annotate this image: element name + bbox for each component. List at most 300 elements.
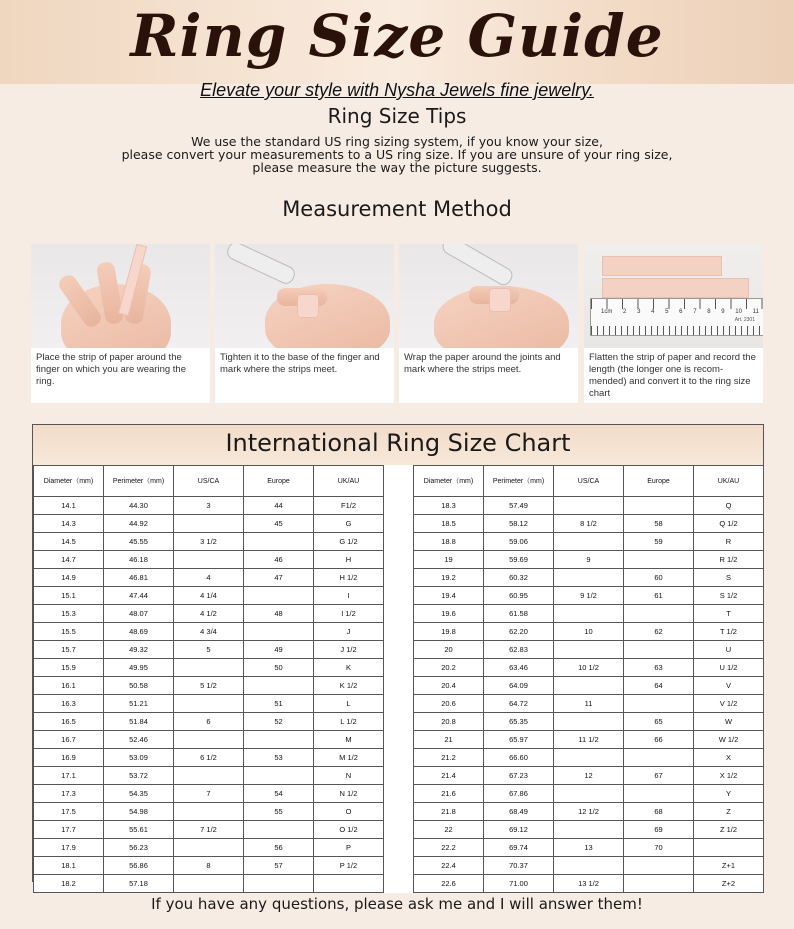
table-row [34,875,764,893]
table-cell: 17.5 [34,803,104,821]
table-cell: 15.3 [34,605,104,623]
column-gap [384,785,414,803]
column-header: Europe [244,466,314,497]
table-cell: 51.21 [104,695,174,713]
table-cell [624,857,694,875]
table-cell: 51 [244,695,314,713]
table-cell: G 1/2 [314,533,384,551]
column-gap [384,677,414,695]
ruler-label: 7 [693,309,697,315]
table-cell: 22 [414,821,484,839]
table-cell: 45.55 [104,533,174,551]
table-cell: 63 [624,659,694,677]
table-cell: 22.6 [414,875,484,893]
table-cell: 9 [554,551,624,569]
column-gap [384,731,414,749]
table-cell: 4 3/4 [174,623,244,641]
table-cell: 56.23 [104,839,174,857]
table-cell [174,803,244,821]
table-row [34,839,764,857]
ruler-label: 1cm [601,309,613,315]
table-row [34,533,764,551]
table-cell [244,767,314,785]
table-cell: 19.2 [414,569,484,587]
table-cell [244,587,314,605]
table-cell: 21.2 [414,749,484,767]
method-step-3 [399,244,578,403]
table-cell: 63.46 [484,659,554,677]
table-cell: 65 [624,713,694,731]
table-cell: 65.35 [484,713,554,731]
table-cell [624,749,694,767]
table-cell: 53.09 [104,749,174,767]
table-cell: 16.9 [34,749,104,767]
table-cell: 57 [244,857,314,875]
ruler-label: 4 [651,309,655,315]
table-row [34,731,764,749]
column-gap [384,466,414,497]
table-cell: P 1/2 [314,857,384,875]
table-cell [554,569,624,587]
column-header: Perimeter（mm) [484,466,554,497]
step-4-photo [584,244,763,348]
table-cell [624,785,694,803]
column-gap [384,569,414,587]
table-cell [244,623,314,641]
table-cell: 5 1/2 [174,677,244,695]
column-header: Perimeter（mm) [104,466,174,497]
column-gap [384,551,414,569]
table-cell: Z [694,803,764,821]
table-cell: 64.72 [484,695,554,713]
table-cell [244,821,314,839]
table-cell: 18.5 [414,515,484,533]
column-header: UK/AU [314,466,384,497]
table-cell: N 1/2 [314,785,384,803]
table-cell: 20.6 [414,695,484,713]
table-row [34,803,764,821]
table-cell: 47.44 [104,587,174,605]
table-cell [554,533,624,551]
table-cell [624,641,694,659]
table-cell: 69 [624,821,694,839]
ruler [590,298,763,336]
table-cell: 17.7 [34,821,104,839]
table-cell: 16.1 [34,677,104,695]
table-cell [244,533,314,551]
table-cell: U [694,641,764,659]
table-cell: M 1/2 [314,749,384,767]
page-title: Ring Size Guide [130,2,664,70]
table-cell: 61.58 [484,605,554,623]
table-cell: 62.83 [484,641,554,659]
table-row [34,857,764,875]
table-cell: 12 [554,767,624,785]
table-row [34,605,764,623]
table-row [34,551,764,569]
table-cell: 44 [244,497,314,515]
table-cell [554,821,624,839]
table-row [34,749,764,767]
table-cell [624,875,694,893]
table-cell: Z 1/2 [694,821,764,839]
table-cell: Z+1 [694,857,764,875]
method-heading: Measurement Method [282,197,512,221]
table-row [34,515,764,533]
table-cell: 54.35 [104,785,174,803]
table-cell: 57.18 [104,875,174,893]
table-cell: 19.6 [414,605,484,623]
table-cell [174,767,244,785]
table-cell [314,875,384,893]
column-gap [384,839,414,857]
table-cell: 56.86 [104,857,174,875]
column-gap [384,605,414,623]
table-cell: 8 [174,857,244,875]
table-cell: 60 [624,569,694,587]
table-cell: 15.7 [34,641,104,659]
column-header: US/CA [554,466,624,497]
table-cell: 6 [174,713,244,731]
table-cell: 56 [244,839,314,857]
table-cell: 53.72 [104,767,174,785]
table-cell: 8 1/2 [554,515,624,533]
column-gap [384,821,414,839]
table-cell: 44.30 [104,497,174,515]
table-cell: 64.09 [484,677,554,695]
table-cell: 17.1 [34,767,104,785]
table-cell: 54 [244,785,314,803]
table-cell [554,713,624,731]
column-header: US/CA [174,466,244,497]
table-cell: M [314,731,384,749]
footer-note: If you have any questions, please ask me and I will answer them! [151,895,643,913]
table-cell: 58.12 [484,515,554,533]
column-gap [384,749,414,767]
ring-size-chart [32,424,764,888]
table-cell: 9 1/2 [554,587,624,605]
table-cell: X [694,749,764,767]
table-cell [624,605,694,623]
table-cell: R 1/2 [694,551,764,569]
table-row [34,569,764,587]
table-cell: 71.00 [484,875,554,893]
table-cell: 16.7 [34,731,104,749]
table-cell: Y [694,785,764,803]
ruler-label: 6 [679,309,683,315]
table-cell: 46.81 [104,569,174,587]
table-cell: 14.7 [34,551,104,569]
step-3-caption: Wrap the paper around the joints and mark where the strips meet. [404,352,561,375]
table-cell: I 1/2 [314,605,384,623]
table-cell: 7 [174,785,244,803]
table-header-row [34,466,764,497]
table-cell: 4 1/4 [174,587,244,605]
table-cell [174,839,244,857]
table-cell: 20.4 [414,677,484,695]
column-gap [384,695,414,713]
step-4-caption: Flatten the strip of paper and record the length (the longer one is recom-mended) and convert it to the ring size chart [589,352,756,399]
table-cell: 16.3 [34,695,104,713]
table-row [34,659,764,677]
table-cell [244,731,314,749]
column-gap [384,497,414,515]
table-cell: 21.8 [414,803,484,821]
table-cell: 20.8 [414,713,484,731]
table-cell: 19.4 [414,587,484,605]
table-cell: 53 [244,749,314,767]
table-cell: 22.2 [414,839,484,857]
table-cell [624,497,694,515]
table-cell: 69.12 [484,821,554,839]
column-header: UK/AU [694,466,764,497]
table-cell [624,551,694,569]
ruler-label: 9 [721,309,725,315]
table-cell: 46 [244,551,314,569]
table-cell: 69.74 [484,839,554,857]
column-gap [384,803,414,821]
table-cell: 14.9 [34,569,104,587]
method-step-1 [31,244,210,403]
table-cell: 52.46 [104,731,174,749]
table-cell: 59.69 [484,551,554,569]
table-cell: 49 [244,641,314,659]
step-1-caption: Place the strip of paper around the finger on which you are wearing the ring. [36,352,186,387]
table-row [34,623,764,641]
column-gap [384,515,414,533]
table-cell [174,551,244,569]
table-cell: 7 1/2 [174,821,244,839]
table-cell: N [314,767,384,785]
table-cell: T [694,605,764,623]
table-cell: 54.98 [104,803,174,821]
ruler-label: 5 [665,309,669,315]
table-cell: 48.69 [104,623,174,641]
table-cell: V 1/2 [694,695,764,713]
table-cell: O 1/2 [314,821,384,839]
table-cell: P [314,839,384,857]
table-cell [174,875,244,893]
table-row [34,713,764,731]
table-cell: 18.3 [414,497,484,515]
step-1-photo [31,244,210,348]
table-cell: 44.92 [104,515,174,533]
table-cell: 14.1 [34,497,104,515]
table-cell: 66 [624,731,694,749]
table-cell: L 1/2 [314,713,384,731]
table-cell: W [694,713,764,731]
table-cell: T 1/2 [694,623,764,641]
table-cell [554,857,624,875]
ruler-label: 2 [623,309,627,315]
table-cell: 15.9 [34,659,104,677]
table-row [34,641,764,659]
table-cell: 49.95 [104,659,174,677]
table-cell: 5 [174,641,244,659]
paper-strip [602,256,722,276]
table-cell: R [694,533,764,551]
table-cell: 3 [174,497,244,515]
table-cell: 21.4 [414,767,484,785]
table-cell: 19.8 [414,623,484,641]
chart-title: International Ring Size Chart [225,429,571,457]
table-cell: 59.06 [484,533,554,551]
table-cell: J 1/2 [314,641,384,659]
table-cell [554,677,624,695]
table-cell: 68 [624,803,694,821]
table-cell: 68.49 [484,803,554,821]
tagline: Elevate your style with Nysha Jewels fine jewelry. [200,80,594,100]
column-gap [384,857,414,875]
table-cell: 17.3 [34,785,104,803]
table-cell: 70 [624,839,694,857]
column-header: Diameter（mm) [34,466,104,497]
table-cell: 60.95 [484,587,554,605]
table-cell: 65.97 [484,731,554,749]
table-cell: 62.20 [484,623,554,641]
table-cell: 45 [244,515,314,533]
ruler-label: 3 [637,309,641,315]
column-header: Europe [624,466,694,497]
table-cell: 14.3 [34,515,104,533]
table-cell: 10 1/2 [554,659,624,677]
table-cell: 13 [554,839,624,857]
column-gap [384,641,414,659]
table-row [34,587,764,605]
tips-line: We use the standard US ring sizing system, if you know your size, [191,134,603,149]
column-gap [384,659,414,677]
table-cell [174,695,244,713]
table-cell: 11 1/2 [554,731,624,749]
table-cell: 20.2 [414,659,484,677]
column-gap [384,587,414,605]
table-cell: 18.2 [34,875,104,893]
table-cell: 48 [244,605,314,623]
table-cell: X 1/2 [694,767,764,785]
paper-strip [602,278,749,298]
table-cell: 15.1 [34,587,104,605]
table-cell [624,695,694,713]
ruler-brand: Art. 2301 [734,317,755,323]
table-cell: 67.86 [484,785,554,803]
table-row [34,677,764,695]
table-cell: I [314,587,384,605]
table-cell: 12 1/2 [554,803,624,821]
table-cell [694,839,764,857]
table-row [34,821,764,839]
table-cell: 48.07 [104,605,174,623]
table-cell: 49.32 [104,641,174,659]
table-row [34,785,764,803]
table-cell: U 1/2 [694,659,764,677]
table-cell [554,749,624,767]
table-cell: 61 [624,587,694,605]
table-cell: 3 1/2 [174,533,244,551]
column-gap [384,875,414,893]
table-cell: Q [694,497,764,515]
table-row [34,767,764,785]
table-cell [554,785,624,803]
table-cell: 16.5 [34,713,104,731]
table-cell: 62 [624,623,694,641]
table-cell: 15.5 [34,623,104,641]
table-cell: K 1/2 [314,677,384,695]
table-cell: V [694,677,764,695]
table-cell: 51.84 [104,713,174,731]
step-2-caption: Tighten it to the base of the finger and mark where the strips meet. [220,352,380,375]
table-cell [554,497,624,515]
table-cell: 67.23 [484,767,554,785]
table-cell: 21.6 [414,785,484,803]
column-header: Diameter（mm) [414,466,484,497]
tips-line: please measure the way the picture suggests. [252,160,542,175]
ring-size-table [33,465,764,893]
table-cell [244,677,314,695]
table-cell: 18.8 [414,533,484,551]
method-step-4 [584,244,763,403]
table-cell: 13 1/2 [554,875,624,893]
table-cell: 11 [554,695,624,713]
table-cell: 19 [414,551,484,569]
table-cell: 58 [624,515,694,533]
table-cell: 59 [624,533,694,551]
step-3-photo [399,244,578,348]
table-cell: 66.60 [484,749,554,767]
step-2-photo [215,244,394,348]
table-cell: 60.32 [484,569,554,587]
table-cell: O [314,803,384,821]
table-cell: S 1/2 [694,587,764,605]
tips-text [90,135,704,174]
tips-heading: Ring Size Tips [327,104,467,128]
table-cell: J [314,623,384,641]
table-cell: L [314,695,384,713]
table-cell: 50.58 [104,677,174,695]
table-cell [174,659,244,677]
table-cell: H 1/2 [314,569,384,587]
table-cell: 55 [244,803,314,821]
table-cell: 52 [244,713,314,731]
table-cell: 6 1/2 [174,749,244,767]
table-cell: Z+2 [694,875,764,893]
table-row [34,695,764,713]
ruler-label: 8 [707,309,711,315]
table-cell: 4 1/2 [174,605,244,623]
table-cell [554,641,624,659]
table-cell [174,731,244,749]
table-cell: 17.9 [34,839,104,857]
table-cell: 14.5 [34,533,104,551]
table-cell: 22.4 [414,857,484,875]
table-cell: W 1/2 [694,731,764,749]
table-cell: 4 [174,569,244,587]
table-cell: 57.49 [484,497,554,515]
table-cell: 64 [624,677,694,695]
table-cell: 55.61 [104,821,174,839]
method-step-2 [215,244,394,403]
column-gap [384,767,414,785]
tips-line: please convert your measurements to a US ring size. If you are unsure of your ring size, [121,147,673,162]
table-cell: S [694,569,764,587]
table-cell: Q 1/2 [694,515,764,533]
column-gap [384,713,414,731]
table-cell: 70.37 [484,857,554,875]
table-cell: 47 [244,569,314,587]
table-cell: 21 [414,731,484,749]
table-cell [244,875,314,893]
table-cell: 50 [244,659,314,677]
ruler-label: 10 [735,309,742,315]
